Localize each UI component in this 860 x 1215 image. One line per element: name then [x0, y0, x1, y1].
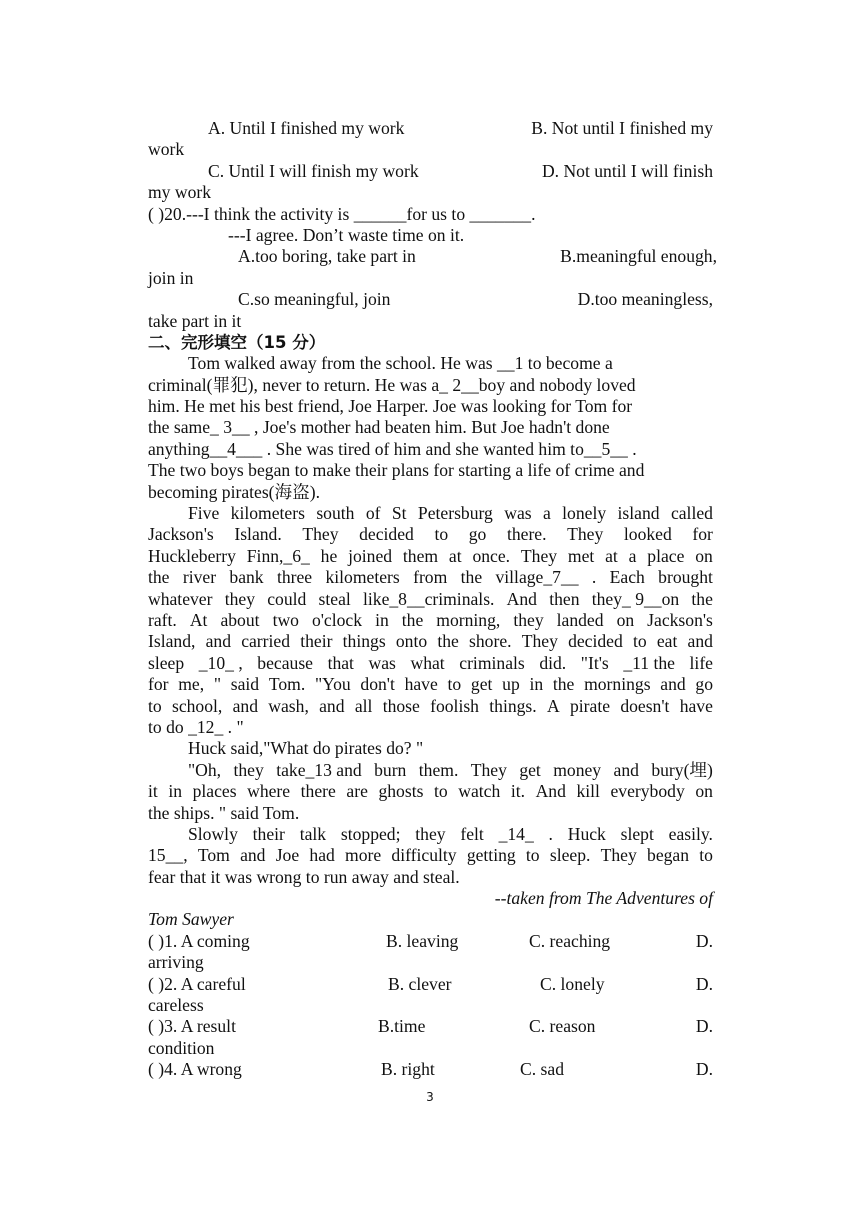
- passage-word: more: [345, 845, 382, 866]
- passage-word: they: [233, 759, 264, 780]
- passage-word: raft.: [148, 609, 177, 630]
- passage-word: and: [660, 674, 686, 695]
- passage-word: sleep: [148, 652, 185, 673]
- passage-word: for: [148, 674, 169, 695]
- q19-option-b: B. Not until I finished my: [531, 118, 713, 138]
- passage-word: the: [691, 588, 713, 609]
- passage-word: money: [553, 759, 602, 780]
- passage-word: then: [549, 588, 580, 609]
- q19-option-d: D. Not until I will finish: [541, 160, 713, 181]
- option-d-wrap: arriving: [148, 952, 204, 973]
- passage-word: getting: [466, 845, 516, 866]
- passage-word: o'clock: [311, 609, 363, 630]
- passage-line: [148, 696, 713, 717]
- passage-line: [148, 845, 713, 866]
- question-row: [148, 931, 713, 952]
- passage-word: eat: [656, 631, 678, 652]
- passage-word: Huckleberry: [148, 545, 236, 566]
- passage-word: had: [309, 845, 335, 866]
- passage-word: .: [591, 567, 597, 588]
- passage-word: once.: [472, 545, 511, 566]
- passage-word: Island.: [234, 524, 282, 545]
- passage-word: everybody: [610, 781, 685, 802]
- passage-word: They: [567, 524, 604, 545]
- q19-options-row-1: [148, 118, 713, 139]
- passage-paragraph-1: [148, 353, 713, 503]
- passage-word: A: [546, 695, 560, 716]
- passage-word: the: [148, 567, 170, 588]
- passage-word: don't: [360, 674, 395, 695]
- passage-word: at: [605, 545, 618, 566]
- passage-word: bury(埋): [651, 759, 713, 780]
- passage-word: And: [506, 588, 537, 609]
- question-stem: ( )4. A wrong: [148, 1059, 242, 1080]
- passage-word: began: [647, 845, 690, 866]
- passage-word: take_13 and: [276, 759, 362, 780]
- passage-word: go: [695, 674, 713, 695]
- passage-word: "Oh,: [188, 759, 222, 780]
- passage-word: joined: [348, 545, 393, 566]
- passage-word: their: [300, 631, 333, 652]
- q20-options-row-2: [148, 289, 713, 310]
- passage-paragraph-4: [148, 760, 713, 803]
- passage-word: to: [699, 845, 713, 866]
- passage-word: their: [252, 823, 285, 844]
- passage-word: the: [460, 567, 483, 588]
- passage-word: shore.: [469, 631, 512, 652]
- passage-word: whatever: [148, 588, 213, 609]
- passage-word: doesn't: [620, 695, 670, 716]
- passage-word: he: [320, 545, 338, 566]
- passage-paragraph-4-last-line: the ships. " said Tom.: [148, 802, 300, 823]
- q20-option-b-wrap: join in: [148, 267, 194, 288]
- passage-word: _14_: [498, 823, 534, 844]
- passage-word: morning,: [436, 609, 501, 630]
- passage-word: are: [346, 781, 368, 802]
- passage-word: to: [434, 781, 448, 802]
- passage-word: there: [300, 781, 336, 802]
- q20-option-d-wrap: take part in it: [148, 310, 242, 331]
- passage-word: watch: [458, 781, 501, 802]
- passage-word: village_7__: [495, 567, 579, 588]
- q20-option-d: D.too meaningless,: [577, 289, 713, 310]
- passage-word: a: [628, 545, 637, 566]
- passage-word: what: [410, 652, 445, 673]
- passage-word: Each: [609, 567, 645, 588]
- passage-word: a: [542, 503, 551, 524]
- passage-word: Jackson's: [647, 609, 713, 630]
- passage-word: they: [224, 588, 255, 609]
- passage-word: to: [148, 695, 162, 716]
- passage-word: was: [504, 503, 532, 524]
- question-stem: ( )3. A result: [148, 1016, 236, 1037]
- passage-word: could: [267, 588, 307, 609]
- passage-word: talk: [299, 823, 327, 844]
- option-c: C. sad: [520, 1059, 564, 1080]
- passage-word: them: [402, 545, 439, 566]
- passage-word: _10_ ,: [198, 652, 243, 673]
- passage-word: landed: [556, 609, 604, 630]
- passage-word: to: [525, 845, 540, 866]
- passage-word: those: [382, 695, 420, 716]
- passage-word: place: [647, 545, 685, 566]
- passage-word: get: [470, 674, 493, 695]
- q19-option-b-wrap: work: [148, 139, 185, 160]
- passage-word: They: [521, 631, 558, 652]
- passage-line: anything__4___ . She was tired of him and she wanted him to__5__ .: [148, 438, 637, 459]
- passage-word: Huck: [567, 823, 606, 844]
- passage-word: ": [213, 674, 222, 695]
- passage-line: becoming pirates(海盗).: [148, 481, 320, 502]
- option-c: C. reason: [529, 1016, 596, 1037]
- option-d-wrap: condition: [148, 1037, 215, 1058]
- passage-word: Jackson's: [148, 524, 214, 545]
- passage-word: At: [189, 609, 208, 630]
- passage-word: they: [513, 609, 544, 630]
- passage-word: on: [695, 781, 713, 802]
- passage-line: Tom walked away from the school. He was __1 to become a: [188, 353, 613, 374]
- cloze-questions: [148, 931, 713, 1081]
- q20-option-b: B.meaningful enough,: [560, 246, 717, 267]
- q19-option-d-wrap: my work: [148, 182, 212, 203]
- question-stem: ( )2. A careful: [148, 973, 246, 994]
- passage-word: wash,: [268, 695, 309, 716]
- passage-word: steal: [318, 588, 351, 609]
- passage-word: Tom: [197, 845, 230, 866]
- passage-word: easily.: [668, 823, 713, 844]
- passage-word: _11 the: [623, 652, 675, 673]
- passage-word: St: [391, 503, 407, 524]
- passage-source-wrap: Tom Sawyer: [148, 909, 234, 930]
- passage-word: Petersburg: [417, 503, 493, 524]
- passage-line: [148, 546, 713, 567]
- passage-word: at: [448, 545, 462, 566]
- passage-word: Tom.: [268, 674, 306, 695]
- passage-word: difficulty: [391, 845, 457, 866]
- passage-word: the: [437, 631, 459, 652]
- passage-word: things.: [489, 695, 537, 716]
- passage-paragraph-3: Huck said,"What do pirates do? ": [188, 738, 424, 759]
- option-d: D.: [695, 1059, 713, 1080]
- passage-word: me,: [178, 674, 205, 695]
- passage-word: and: [319, 695, 345, 716]
- passage-word: kilometers: [230, 503, 305, 524]
- passage-word: They: [302, 524, 339, 545]
- passage-word: decided: [359, 524, 414, 545]
- q20-option-c: C.so meaningful, join: [238, 289, 391, 310]
- passage-line: [148, 674, 713, 695]
- passage-word: criminals: [459, 652, 525, 673]
- passage-line: [148, 653, 713, 674]
- passage-word: Joe: [275, 845, 300, 866]
- passage-word: foolish: [430, 695, 479, 716]
- q19-option-c: C. Until I will finish my work: [208, 160, 419, 181]
- passage-word: "You: [314, 674, 351, 695]
- passage-word: 15__,: [148, 845, 188, 866]
- passage-word: They: [520, 545, 558, 566]
- passage-word: have: [679, 695, 713, 716]
- passage-word: pirate: [569, 695, 611, 716]
- passage-word: onto: [395, 631, 428, 652]
- passage-word: up: [502, 674, 520, 695]
- question-row: [148, 1016, 713, 1037]
- passage-word: them.: [418, 759, 459, 780]
- passage-word: the: [401, 609, 424, 630]
- passage-word: to: [434, 524, 449, 545]
- passage-line: [148, 610, 713, 631]
- passage-word: Slowly: [188, 823, 238, 844]
- passage-word: to: [632, 631, 647, 652]
- passage-word: and: [687, 631, 713, 652]
- passage-word: they_ 9__on: [591, 588, 680, 609]
- passage-word: kilometers: [325, 567, 400, 588]
- passage-paragraph-2: [148, 503, 713, 717]
- passage-word: on: [616, 609, 635, 630]
- passage-word: they: [415, 823, 446, 844]
- option-b: B. leaving: [386, 930, 459, 951]
- passage-word: the: [552, 674, 575, 695]
- q20-options-row-1: [148, 246, 717, 267]
- passage-word: two: [272, 609, 299, 630]
- passage-word: in: [375, 609, 389, 630]
- passage-word: it.: [510, 781, 526, 802]
- passage-word: three: [276, 567, 313, 588]
- passage-word: things: [342, 631, 386, 652]
- passage-source: --taken from The Adventures of: [494, 888, 713, 909]
- passage-word: Island,: [148, 631, 196, 652]
- passage-word: because: [257, 652, 313, 673]
- passage-line: the same_ 3__ , Joe's mother had beaten him. But Joe hadn't done: [148, 417, 610, 438]
- passage-word: go: [468, 524, 487, 545]
- passage-word: to: [447, 674, 462, 695]
- question-stem: ( )1. A coming: [148, 930, 250, 951]
- passage-word: get: [519, 759, 541, 780]
- passage-line: [148, 567, 713, 588]
- passage-line: [148, 631, 713, 652]
- passage-word: met: [567, 545, 595, 566]
- passage-word: called: [670, 503, 713, 524]
- q19-options-row-2: [148, 161, 713, 182]
- option-b: B. clever: [388, 973, 452, 994]
- passage-word: all: [354, 695, 373, 716]
- passage-word: looked: [623, 524, 672, 545]
- passage-word: ghosts: [378, 781, 424, 802]
- passage-word: river: [182, 567, 217, 588]
- option-c: C. lonely: [540, 973, 605, 994]
- option-b: B.time: [378, 1016, 426, 1037]
- passage-word: and: [205, 631, 231, 652]
- passage-word: mornings: [584, 674, 651, 695]
- passage-word: for: [692, 524, 713, 545]
- passage-line: [148, 760, 713, 781]
- passage-line: [148, 824, 713, 845]
- passage-word: Five: [188, 503, 220, 524]
- passage-word: .: [548, 823, 553, 844]
- passage-word: bank: [229, 567, 264, 588]
- q20-stem: ( )20.---I think the activity is ______for us to _______.: [148, 203, 536, 224]
- passage-word: in: [529, 674, 544, 695]
- passage-word: They: [470, 759, 507, 780]
- passage-word: brought: [658, 567, 713, 588]
- passage-paragraph-5: [148, 824, 713, 867]
- passage-word: from: [413, 567, 448, 588]
- passage-word: island: [617, 503, 660, 524]
- passage-word: felt: [460, 823, 484, 844]
- question-row: [148, 1059, 713, 1080]
- passage-word: carried: [241, 631, 291, 652]
- exam-page: [148, 118, 717, 1081]
- passage-word: kill: [576, 781, 600, 802]
- passage-word: like_8__criminals.: [363, 588, 495, 609]
- passage-word: there.: [506, 524, 547, 545]
- passage-word: sleep.: [549, 845, 591, 866]
- passage-word: did.: [539, 652, 567, 673]
- passage-line: [148, 781, 713, 802]
- passage-word: that: [327, 652, 354, 673]
- passage-word: slept: [620, 823, 654, 844]
- passage-word: was: [368, 652, 396, 673]
- option-d: D.: [695, 1016, 713, 1037]
- option-c: C. reaching: [529, 930, 611, 951]
- passage-word: of: [365, 503, 381, 524]
- passage-word: have: [404, 674, 438, 695]
- passage-word: said: [230, 674, 260, 695]
- option-b: B. right: [381, 1059, 435, 1080]
- passage-word: and: [613, 759, 639, 780]
- option-d: D.: [695, 973, 713, 994]
- passage-line: [148, 589, 713, 610]
- passage-word: about: [220, 609, 260, 630]
- passage-word: south: [316, 503, 355, 524]
- option-d: D.: [695, 930, 713, 951]
- passage-word: burn: [374, 759, 407, 780]
- passage-word: Finn,_6_: [246, 545, 310, 566]
- passage-word: and: [232, 695, 258, 716]
- passage-word: on: [695, 545, 713, 566]
- passage-word: And: [535, 781, 566, 802]
- question-row: [148, 974, 713, 995]
- q20-reply: ---I agree. Don’t waste time on it.: [228, 224, 465, 245]
- passage-word: lonely: [562, 503, 607, 524]
- passage-line: The two boys began to make their plans for starting a life of crime and: [148, 460, 645, 481]
- section-heading: 二、完形填空（15 分）: [148, 332, 326, 352]
- passage-line: him. He met his best friend, Joe Harper. Joe was looking for Tom for: [148, 396, 633, 417]
- passage-word: where: [247, 781, 291, 802]
- passage-word: in: [168, 781, 183, 802]
- q20-option-a: A.too boring, take part in: [238, 246, 416, 267]
- q19-option-a: A. Until I finished my work: [208, 118, 405, 138]
- passage-word: "It's: [580, 652, 609, 673]
- passage-word: it: [148, 781, 158, 802]
- passage-word: and: [240, 845, 266, 866]
- passage-word: stopped;: [340, 823, 401, 844]
- passage-word: They: [600, 845, 637, 866]
- passage-word: school,: [171, 695, 223, 716]
- page-number: 3: [426, 1090, 434, 1104]
- passage-word: decided: [568, 631, 623, 652]
- passage-word: life: [689, 652, 713, 673]
- passage-line: [148, 524, 713, 545]
- passage-paragraph-5-last-line: fear that it was wrong to run away and steal.: [148, 866, 460, 887]
- passage-paragraph-2-last-line: to do _12_ . ": [148, 716, 244, 737]
- passage-word: places: [192, 781, 237, 802]
- passage-line: [148, 503, 713, 524]
- option-d-wrap: careless: [148, 995, 204, 1016]
- passage-line: criminal(罪犯), never to return. He was a_ 2__boy and nobody loved: [148, 374, 636, 395]
